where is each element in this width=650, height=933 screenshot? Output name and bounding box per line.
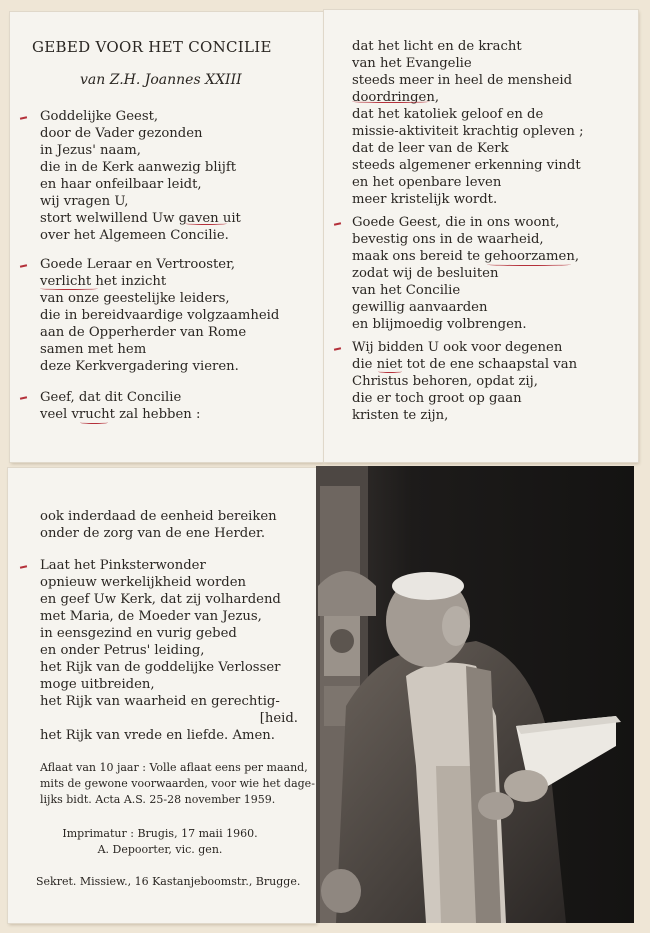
text-line: Aflaat van 10 jaar : Volle aflaat eens per maand, [40, 761, 308, 774]
imprimatur-block [40, 826, 280, 858]
text-line: van onze geestelijke leiders, [40, 291, 230, 306]
text-line: aan de Opperherder van Rome [40, 325, 247, 340]
publisher-line: Sekret. Missiew., 16 Kastanjeboomstr., Brugge. [36, 875, 301, 888]
pen-underline [80, 421, 108, 424]
pen-underline [185, 222, 227, 225]
text-line: verlicht het inzicht [40, 274, 167, 289]
text-line: die in bereidvaardige volgzaamheid [40, 308, 280, 323]
text-line: die er toch groot op gaan [352, 391, 522, 406]
text-line: over het Algemeen Concilie. [40, 228, 229, 243]
text-line: opnieuw werkelijkheid worden [40, 575, 246, 590]
text-line: Goede Geest, die in ons woont, [352, 215, 560, 230]
text-line: kristen te zijn, [352, 408, 449, 423]
prayer-title: GEBED VOOR HET CONCILIE [32, 38, 272, 56]
text-line: dat de leer van de Kerk [352, 141, 509, 156]
text-line: dat het katoliek geloof en de [352, 107, 544, 122]
text-line: lijks bidt. Acta A.S. 25-28 november 1959. [40, 793, 276, 806]
text-line: die niet tot de ene schaapstal van [352, 357, 578, 372]
text-line: stort welwillend Uw gaven uit [40, 211, 241, 226]
text-line: van het Concilie [352, 283, 461, 298]
text-line: samen met hem [40, 342, 147, 357]
text-line: met Maria, de Moeder van Jezus, [40, 609, 262, 624]
text-line: in Jezus' naam, [40, 143, 141, 158]
text-line: het Rijk van de goddelijke Verlosser [40, 660, 281, 675]
text-line: en geef Uw Kerk, dat zij volhardend [40, 592, 281, 607]
text-line: gewillig aanvaarden [352, 300, 488, 315]
text-line: in eensgezind en vurig gebed [40, 626, 237, 641]
text-line: deze Kerkvergadering vieren. [40, 359, 239, 374]
text-line: wij vragen U, [40, 194, 129, 209]
text-line: meer kristelijk wordt. [352, 192, 498, 207]
text-line: moge uitbreiden, [40, 677, 155, 692]
card2-stanza-1 [352, 38, 584, 208]
pope-portrait-photo [316, 466, 634, 923]
text-line: Wij bidden U ook voor degenen [352, 340, 563, 355]
text-line: onder de zorg van de ene Herder. [40, 526, 266, 541]
text-line: doordringen, [352, 90, 440, 105]
text-line: door de Vader gezonden [40, 126, 203, 141]
text-line: Christus behoren, opdat zij, [352, 374, 538, 389]
imprimatur-line: Imprimatur : Brugis, 17 maii 1960. [62, 827, 258, 840]
text-line: en blijmoedig volbrengen. [352, 317, 527, 332]
text-line: het Rijk van waarheid en gerechtig- [40, 694, 280, 709]
text-line: ook inderdaad de eenheid bereiken [40, 509, 277, 524]
indulgence-note [40, 760, 315, 808]
card1-stanza-3 [40, 389, 200, 423]
pen-underline [40, 287, 98, 290]
text-line: het Rijk van vrede en liefde. Amen. [40, 728, 275, 743]
pen-underline [378, 370, 402, 373]
prayer-subtitle: van Z.H. Joannes XXIII [80, 72, 242, 88]
text-line: steeds algemener erkenning vindt [352, 158, 581, 173]
text-line: dat het licht en de kracht [352, 39, 522, 54]
text-line: maak ons bereid te gehoorzamen, [352, 249, 580, 264]
text-line: en het openbare leven [352, 175, 502, 190]
text-line: Goddelijke Geest, [40, 109, 159, 124]
text-line: zodat wij de besluiten [352, 266, 499, 281]
pen-underline [487, 263, 571, 266]
text-line: Laat het Pinksterwonder [40, 558, 206, 573]
text-line: van het Evangelie [352, 56, 472, 71]
signatory-line: A. Depoorter, vic. gen. [97, 843, 223, 856]
text-line: veel vrucht zal hebben : [40, 407, 201, 422]
card2-stanza-3 [352, 339, 577, 424]
card3-stanza-2 [40, 557, 302, 744]
card1-stanza-2 [40, 256, 279, 375]
card2-stanza-2 [352, 214, 579, 333]
text-line: Goede Leraar en Vertrooster, [40, 257, 236, 272]
pen-underline [352, 100, 430, 103]
text-line: [heid. [259, 711, 298, 726]
text-line: mits de gewone voorwaarden, voor wie het dage- [40, 777, 315, 790]
text-line: steeds meer in heel de mensheid [352, 73, 573, 88]
text-line: missie-aktiviteit krachtig opleven ; [352, 124, 584, 139]
text-line: en onder Petrus' leiding, [40, 643, 205, 658]
text-line: Geef, dat dit Concilie [40, 390, 182, 405]
text-line: bevestig ons in de waarheid, [352, 232, 544, 247]
card3-stanza-1 [40, 508, 277, 542]
portrait-illustration [316, 466, 634, 923]
text-line: die in de Kerk aanwezig blijft [40, 160, 237, 175]
text-line: en haar onfeilbaar leidt, [40, 177, 202, 192]
